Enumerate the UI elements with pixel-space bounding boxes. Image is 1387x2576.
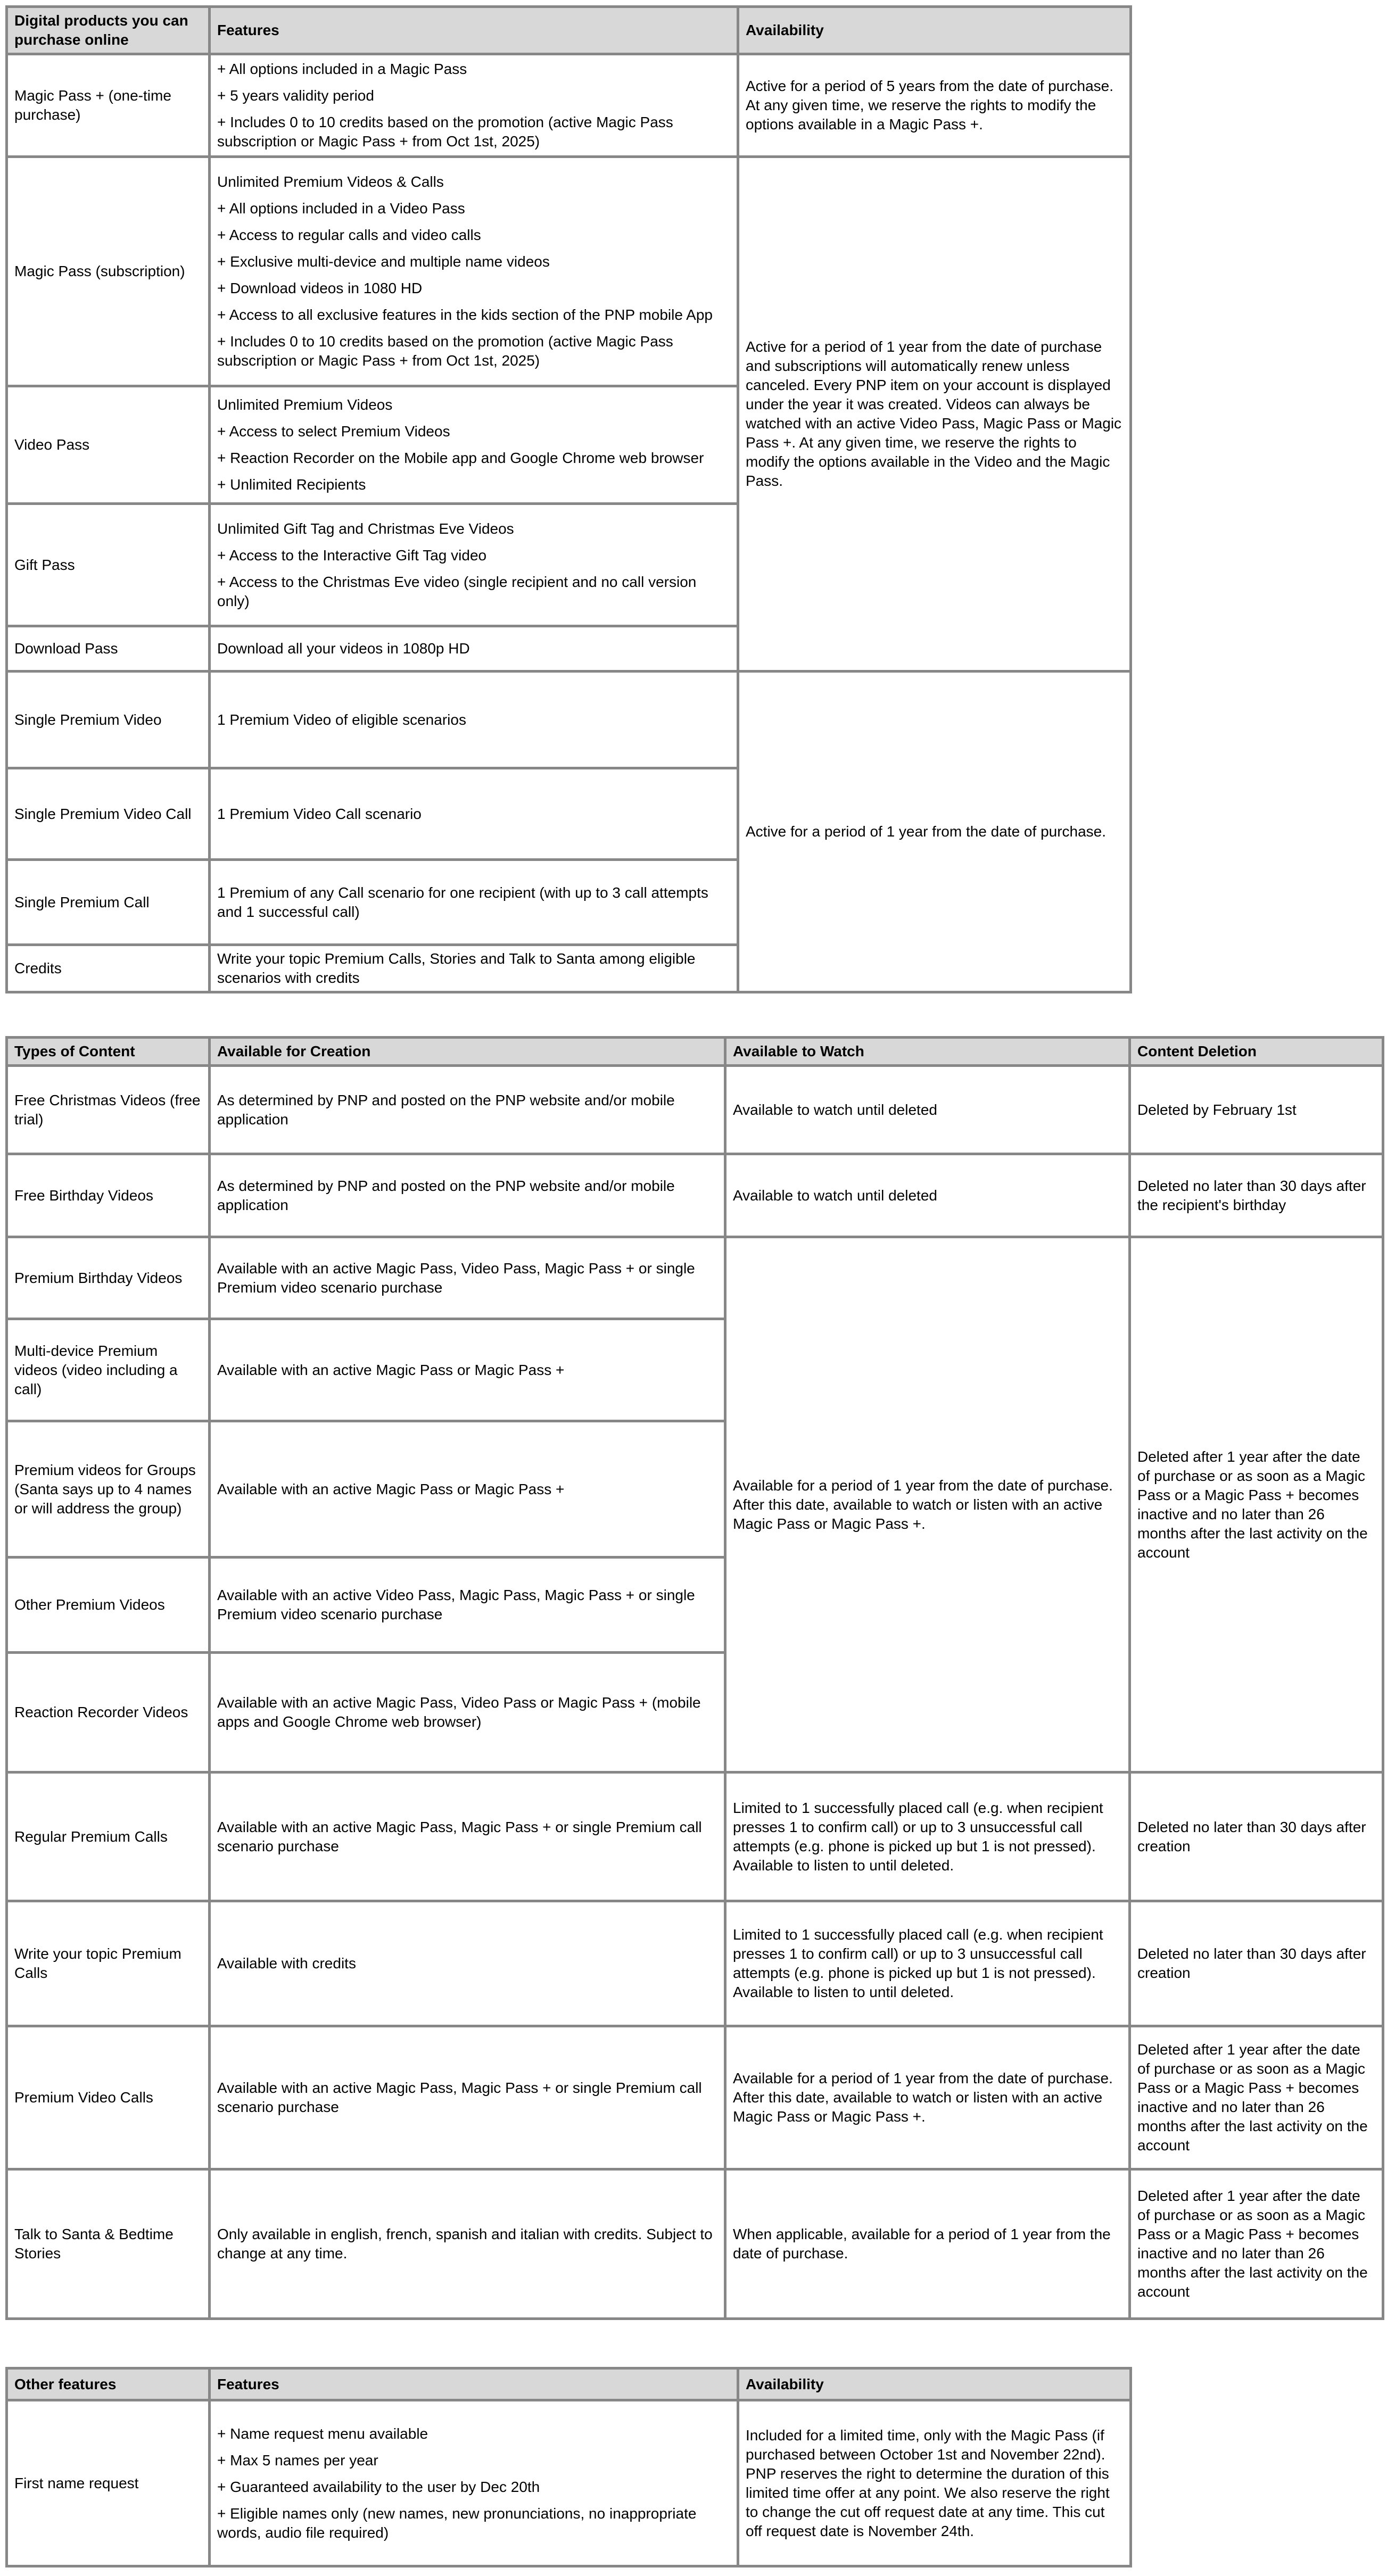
features-cell bbox=[210, 157, 738, 386]
watch-cell: Limited to 1 successfully placed call (e.g. when recipient presses 1 to confirm call) or up to 3 unsuccessful call attempts (e.g. phone is picked up but 1 is not pressed). Available to listen to until deleted. bbox=[725, 1901, 1130, 2026]
other-features-table bbox=[5, 2367, 1132, 2567]
table-row-premium-birthday-videos bbox=[7, 1237, 1383, 1319]
feature-item: Unlimited Premium Videos & Calls bbox=[217, 173, 444, 190]
header-cell-available-to-watch: Available to Watch bbox=[725, 1038, 1130, 1066]
watch-cell: When applicable, available for a period of 1 year from the date of purchase. bbox=[725, 2169, 1130, 2319]
content-type-cell: Multi-device Premium videos (video including a call) bbox=[7, 1319, 210, 1421]
other-features-header-row bbox=[7, 2368, 1131, 2400]
features-cell bbox=[210, 672, 738, 768]
content-type-cell: Write your topic Premium Calls bbox=[7, 1901, 210, 2026]
availability-cell: Active for a period of 5 years from the date of purchase. At any given time, we reserve the rights to modify the options available in a Magic Pass +. bbox=[738, 54, 1131, 157]
table-row-magic-pass-plus bbox=[7, 54, 1131, 157]
feature-item: Unlimited Premium Videos bbox=[217, 396, 393, 413]
feature-item: 1 Premium Video of eligible scenarios bbox=[217, 711, 466, 728]
features-cell bbox=[210, 2400, 738, 2566]
feature-item: + Name request menu available bbox=[217, 2425, 428, 2442]
creation-cell: As determined by PNP and posted on the PNP website and/or mobile application bbox=[210, 1066, 725, 1154]
feature-item: + All options included in a Video Pass bbox=[217, 200, 465, 217]
features-cell bbox=[210, 626, 738, 672]
availability-cell-merged-singles: Active for a period of 1 year from the date of purchase. bbox=[738, 672, 1131, 992]
feature-item: 1 Premium Video Call scenario bbox=[217, 805, 422, 822]
content-table bbox=[5, 1036, 1384, 2320]
creation-cell: Available with an active Magic Pass, Video Pass or Magic Pass + (mobile apps and Google Chrome web browser) bbox=[210, 1653, 725, 1772]
feature-item: + Access to the Christmas Eve video (single recipient and no call version only) bbox=[217, 573, 697, 609]
creation-cell: As determined by PNP and posted on the PNP website and/or mobile application bbox=[210, 1154, 725, 1237]
features-cell bbox=[210, 860, 738, 945]
feature-item: + Reaction Recorder on the Mobile app and Google Chrome web browser bbox=[217, 450, 704, 466]
header-cell-products: Digital products you can purchase online bbox=[7, 7, 210, 54]
product-name-cell: Download Pass bbox=[7, 626, 210, 672]
products-header-row bbox=[7, 7, 1131, 54]
creation-cell: Available with an active Magic Pass, Magic Pass + or single Premium call scenario purchase bbox=[210, 2026, 725, 2169]
feature-item: + Access to select Premium Videos bbox=[217, 423, 450, 440]
creation-cell: Available with an active Magic Pass, Magic Pass + or single Premium call scenario purchase bbox=[210, 1772, 725, 1901]
feature-item: + Guaranteed availability to the user by Dec 20th bbox=[217, 2478, 540, 2495]
table-row-premium-video-calls bbox=[7, 2026, 1383, 2169]
deletion-cell: Deleted after 1 year after the date of purchase or as soon as a Magic Pass or a Magic Pass + becomes inactive and no later than 26 months after the last activity on the account bbox=[1130, 2026, 1383, 2169]
feature-item: + Unlimited Recipients bbox=[217, 476, 366, 493]
content-type-cell: Free Christmas Videos (free trial) bbox=[7, 1066, 210, 1154]
feature-item: + 5 years validity period bbox=[217, 87, 374, 104]
deletion-cell: Deleted no later than 30 days after creation bbox=[1130, 1901, 1383, 2026]
content-header-row bbox=[7, 1038, 1383, 1066]
feature-item: + Exclusive multi-device and multiple name videos bbox=[217, 253, 550, 270]
feature-item: + Eligible names only (new names, new pronunciations, no inappropriate words, audio file required) bbox=[217, 2505, 697, 2541]
features-cell bbox=[210, 54, 738, 157]
feature-item: + Download videos in 1080 HD bbox=[217, 280, 423, 296]
creation-cell: Available with an active Video Pass, Magic Pass, Magic Pass + or single Premium video scenario purchase bbox=[210, 1558, 725, 1653]
availability-cell: Included for a limited time, only with the Magic Pass (if purchased between October 1st and November 22nd). PNP reserves the right to determine the duration of this limited time offer at any point. We also reserve the right to change the cut off request date at any time. This cut off request date is November 24th. bbox=[738, 2400, 1131, 2566]
deletion-cell: Deleted after 1 year after the date of purchase or as soon as a Magic Pass or a Magic Pass + becomes inactive and no later than 26 months after the last activity on the account bbox=[1130, 2169, 1383, 2319]
feature-item: 1 Premium of any Call scenario for one recipient (with up to 3 call attempts and 1 successful call) bbox=[217, 884, 708, 920]
content-type-cell: Talk to Santa & Bedtime Stories bbox=[7, 2169, 210, 2319]
table-row-first-name-request bbox=[7, 2400, 1131, 2566]
feature-name-cell: First name request bbox=[7, 2400, 210, 2566]
feature-item: + All options included in a Magic Pass bbox=[217, 61, 467, 77]
feature-item: Download all your videos in 1080p HD bbox=[217, 640, 470, 657]
creation-cell: Available with an active Magic Pass or Magic Pass + bbox=[210, 1421, 725, 1558]
watch-cell: Limited to 1 successfully placed call (e.g. when recipient presses 1 to confirm call) or up to 3 unsuccessful call attempts (e.g. phone is picked up but 1 is not pressed). Available to listen to until deleted. bbox=[725, 1772, 1130, 1901]
product-name-cell: Single Premium Call bbox=[7, 860, 210, 945]
table-row-single-premium-video bbox=[7, 672, 1131, 768]
feature-item: + Access to all exclusive features in the kids section of the PNP mobile App bbox=[217, 307, 713, 323]
header-cell-types-of-content: Types of Content bbox=[7, 1038, 210, 1066]
content-type-cell: Free Birthday Videos bbox=[7, 1154, 210, 1237]
content-type-cell: Premium Video Calls bbox=[7, 2026, 210, 2169]
deletion-cell: Deleted no later than 30 days after creation bbox=[1130, 1772, 1383, 1901]
product-name-cell: Single Premium Video Call bbox=[7, 768, 210, 860]
content-type-cell: Reaction Recorder Videos bbox=[7, 1653, 210, 1772]
creation-cell: Available with credits bbox=[210, 1901, 725, 2026]
watch-cell: Available to watch until deleted bbox=[725, 1066, 1130, 1154]
products-table bbox=[5, 5, 1132, 993]
content-type-cell: Other Premium Videos bbox=[7, 1558, 210, 1653]
product-name-cell: Single Premium Video bbox=[7, 672, 210, 768]
product-name-cell: Magic Pass + (one-time purchase) bbox=[7, 54, 210, 157]
table-row-write-your-topic-premium-calls bbox=[7, 1901, 1383, 2026]
header-cell-features: Features bbox=[210, 2368, 738, 2400]
table-row-magic-pass-subscription bbox=[7, 157, 1131, 386]
table-row-free-christmas-videos bbox=[7, 1066, 1383, 1154]
product-name-cell: Video Pass bbox=[7, 386, 210, 504]
table-row-talk-to-santa-bedtime-stories bbox=[7, 2169, 1383, 2319]
feature-item: + Access to regular calls and video calls bbox=[217, 227, 481, 243]
product-name-cell: Magic Pass (subscription) bbox=[7, 157, 210, 386]
feature-item: + Access to the Interactive Gift Tag video bbox=[217, 546, 487, 564]
feature-item: + Includes 0 to 10 credits based on the promotion (active Magic Pass subscription or Magic Pass + from Oct 1st, 2025) bbox=[217, 114, 673, 150]
creation-cell: Available with an active Magic Pass, Video Pass, Magic Pass + or single Premium video scenario purchase bbox=[210, 1237, 725, 1319]
table-row-free-birthday-videos bbox=[7, 1154, 1383, 1237]
features-cell bbox=[210, 386, 738, 504]
availability-cell-merged-passes: Active for a period of 1 year from the date of purchase and subscriptions will automatically renew unless canceled. Every PNP item on your account is displayed under the year it was created. Videos can always be watched with an active Video Pass, Magic Pass or Magic Pass +. At any given time, we reserve the rights to modify the options available in the Video and the Magic Pass. bbox=[738, 157, 1131, 672]
product-name-cell: Credits bbox=[7, 945, 210, 992]
creation-cell: Available with an active Magic Pass or Magic Pass + bbox=[210, 1319, 725, 1421]
features-cell bbox=[210, 504, 738, 626]
watch-cell: Available to watch until deleted bbox=[725, 1154, 1130, 1237]
features-cell bbox=[210, 945, 738, 992]
table-row-regular-premium-calls bbox=[7, 1772, 1383, 1901]
features-cell bbox=[210, 768, 738, 860]
creation-cell: Only available in english, french, spanish and italian with credits. Subject to change at any time. bbox=[210, 2169, 725, 2319]
feature-item: + Includes 0 to 10 credits based on the promotion (active Magic Pass subscription or Magic Pass + from Oct 1st, 2025) bbox=[217, 333, 673, 369]
content-type-cell: Regular Premium Calls bbox=[7, 1772, 210, 1901]
header-cell-content-deletion: Content Deletion bbox=[1130, 1038, 1383, 1066]
deletion-cell: Deleted no later than 30 days after the recipient's birthday bbox=[1130, 1154, 1383, 1237]
feature-item: Write your topic Premium Calls, Stories and Talk to Santa among eligible scenarios with credits bbox=[217, 950, 696, 986]
deletion-cell: Deleted by February 1st bbox=[1130, 1066, 1383, 1154]
content-type-cell: Premium Birthday Videos bbox=[7, 1237, 210, 1319]
header-cell-availability: Availability bbox=[738, 2368, 1131, 2400]
content-type-cell: Premium videos for Groups (Santa says up to 4 names or will address the group) bbox=[7, 1421, 210, 1558]
header-cell-availability: Availability bbox=[738, 7, 1131, 54]
header-cell-features: Features bbox=[210, 7, 738, 54]
product-name-cell: Gift Pass bbox=[7, 504, 210, 626]
header-cell-available-for-creation: Available for Creation bbox=[210, 1038, 725, 1066]
header-cell-other-features: Other features bbox=[7, 2368, 210, 2400]
feature-item: Unlimited Gift Tag and Christmas Eve Videos bbox=[217, 520, 514, 537]
watch-cell: Available for a period of 1 year from the date of purchase. After this date, available to watch or listen with an active Magic Pass or Magic Pass +. bbox=[725, 2026, 1130, 2169]
watch-cell-merged: Available for a period of 1 year from the date of purchase. After this date, available to watch or listen with an active Magic Pass or Magic Pass +. bbox=[725, 1237, 1130, 1772]
deletion-cell-merged: Deleted after 1 year after the date of purchase or as soon as a Magic Pass or a Magic Pass + becomes inactive and no later than 26 months after the last activity on the account bbox=[1130, 1237, 1383, 1772]
feature-item: + Max 5 names per year bbox=[217, 2451, 378, 2469]
